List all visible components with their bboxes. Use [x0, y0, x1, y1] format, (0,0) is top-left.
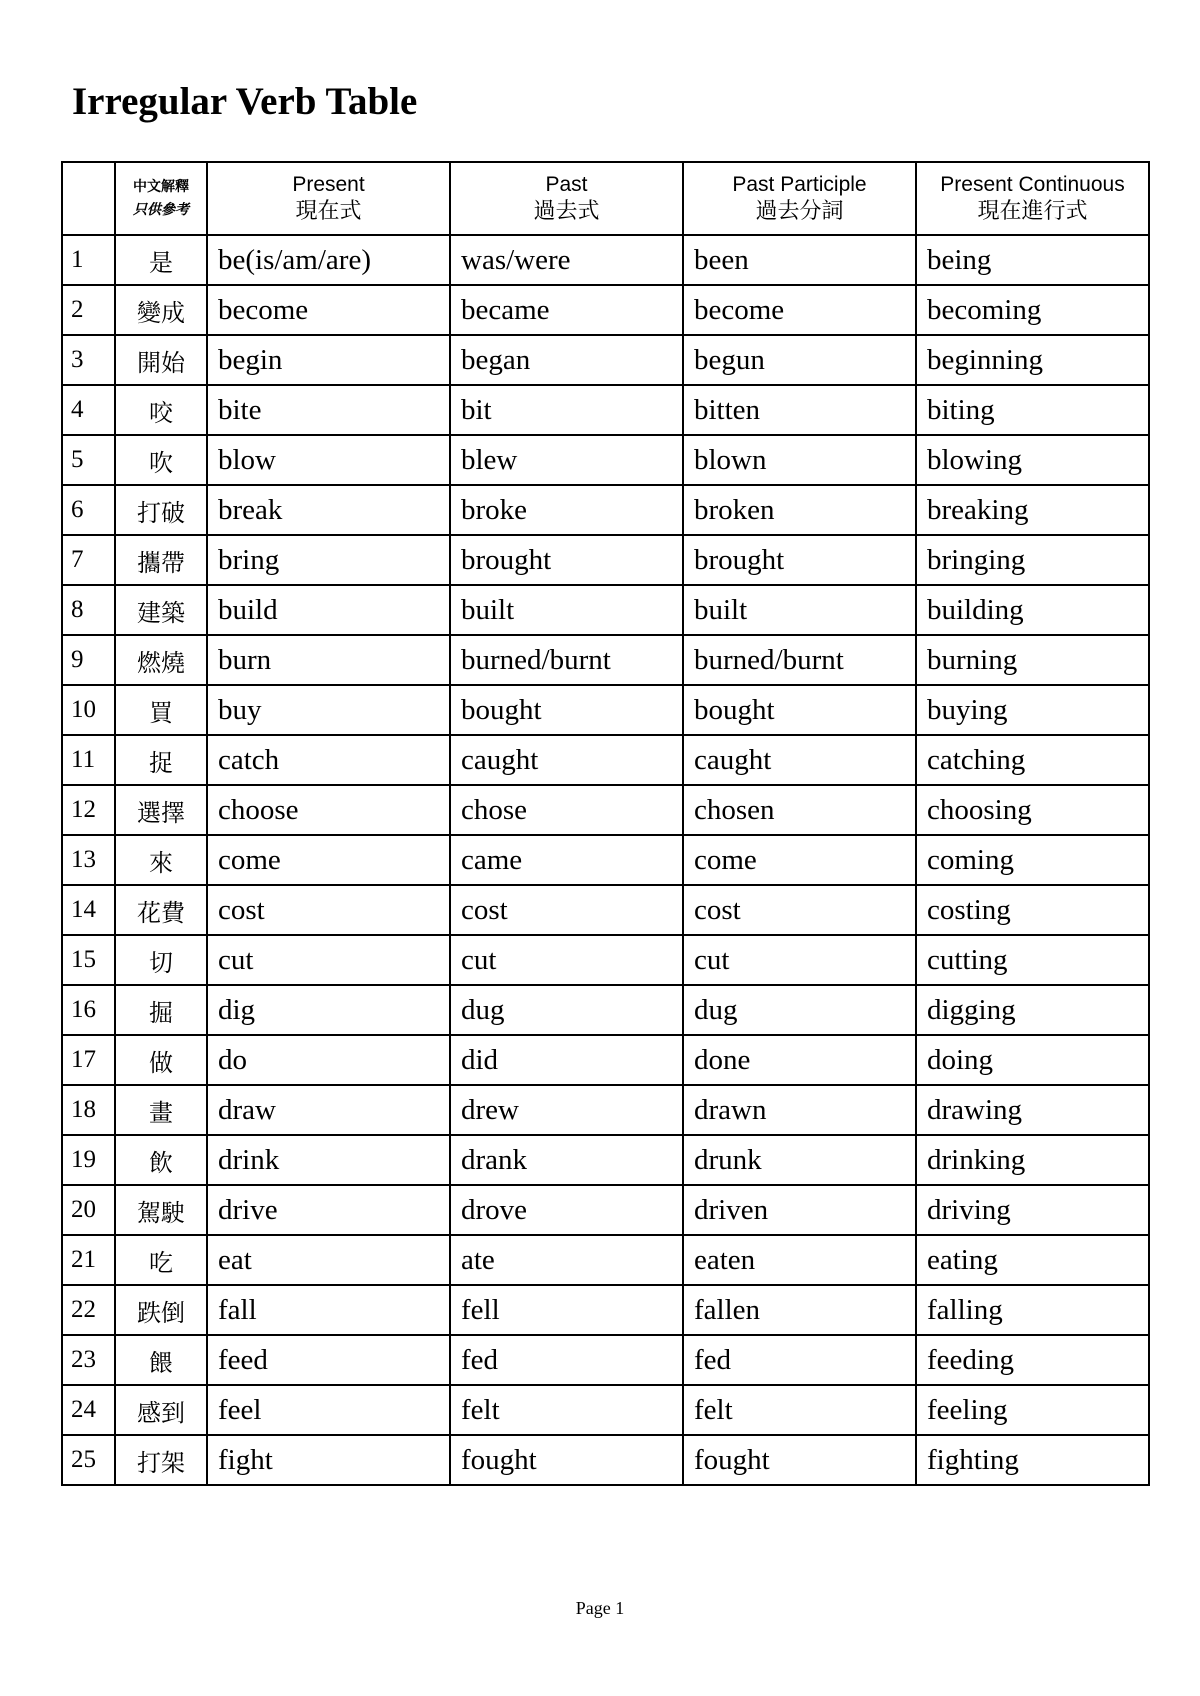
chinese-meaning: 花費	[115, 885, 207, 935]
present-continuous-form: choosing	[916, 785, 1149, 835]
present-continuous-form: cutting	[916, 935, 1149, 985]
past-participle-form: become	[683, 285, 916, 335]
past-form: fed	[450, 1335, 683, 1385]
past-form: brought	[450, 535, 683, 585]
past-form: cut	[450, 935, 683, 985]
table-row	[62, 1235, 1149, 1285]
row-number: 20	[62, 1185, 115, 1235]
row-number: 4	[62, 385, 115, 435]
present-form: drink	[207, 1135, 450, 1185]
present-form: eat	[207, 1235, 450, 1285]
chinese-meaning: 建築	[115, 585, 207, 635]
present-continuous-form: blowing	[916, 435, 1149, 485]
chinese-meaning: 做	[115, 1035, 207, 1085]
chinese-meaning: 燃燒	[115, 635, 207, 685]
row-number: 22	[62, 1285, 115, 1335]
table-row	[62, 935, 1149, 985]
header-present-en: Present	[292, 172, 365, 196]
row-number: 7	[62, 535, 115, 585]
past-participle-form: come	[683, 835, 916, 885]
present-continuous-form: becoming	[916, 285, 1149, 335]
past-participle-form: caught	[683, 735, 916, 785]
present-form: feel	[207, 1385, 450, 1435]
table-row	[62, 1385, 1149, 1435]
past-form: began	[450, 335, 683, 385]
row-number: 24	[62, 1385, 115, 1435]
row-number: 2	[62, 285, 115, 335]
past-form: blew	[450, 435, 683, 485]
row-number: 8	[62, 585, 115, 635]
past-form: was/were	[450, 235, 683, 285]
past-form: burned/burnt	[450, 635, 683, 685]
present-continuous-form: driving	[916, 1185, 1149, 1235]
present-continuous-form: beginning	[916, 335, 1149, 385]
present-continuous-form: feeling	[916, 1385, 1149, 1435]
present-form: burn	[207, 635, 450, 685]
present-form: build	[207, 585, 450, 635]
present-continuous-form: falling	[916, 1285, 1149, 1335]
past-form: did	[450, 1035, 683, 1085]
table-header-row	[62, 162, 1149, 235]
table-row	[62, 1085, 1149, 1135]
past-participle-form: bitten	[683, 385, 916, 435]
past-form: ate	[450, 1235, 683, 1285]
present-continuous-form: breaking	[916, 485, 1149, 535]
present-continuous-form: costing	[916, 885, 1149, 935]
row-number: 18	[62, 1085, 115, 1135]
past-participle-form: drawn	[683, 1085, 916, 1135]
chinese-meaning: 選擇	[115, 785, 207, 835]
row-number: 23	[62, 1335, 115, 1385]
chinese-meaning: 餵	[115, 1335, 207, 1385]
present-form: drive	[207, 1185, 450, 1235]
past-participle-form: begun	[683, 335, 916, 385]
present-form: begin	[207, 335, 450, 385]
header-number	[62, 162, 115, 235]
chinese-meaning: 吹	[115, 435, 207, 485]
header-present-zh: 現在式	[295, 198, 362, 224]
header-present-continuous-en: Present Continuous	[940, 172, 1125, 196]
table-row	[62, 435, 1149, 485]
row-number: 21	[62, 1235, 115, 1285]
past-form: fought	[450, 1435, 683, 1485]
chinese-meaning: 開始	[115, 335, 207, 385]
row-number: 11	[62, 735, 115, 785]
table-row	[62, 1285, 1149, 1335]
past-form: bit	[450, 385, 683, 435]
present-continuous-form: building	[916, 585, 1149, 635]
past-form: felt	[450, 1385, 683, 1435]
past-participle-form: fallen	[683, 1285, 916, 1335]
chinese-meaning: 咬	[115, 385, 207, 435]
present-continuous-form: being	[916, 235, 1149, 285]
past-form: dug	[450, 985, 683, 1035]
row-number: 10	[62, 685, 115, 735]
chinese-meaning: 跌倒	[115, 1285, 207, 1335]
table-row	[62, 535, 1149, 585]
present-form: draw	[207, 1085, 450, 1135]
header-past-participle-zh: 過去分詞	[755, 198, 844, 224]
present-continuous-form: drawing	[916, 1085, 1149, 1135]
header-present-continuous-zh: 現在進行式	[977, 198, 1088, 224]
past-form: chose	[450, 785, 683, 835]
table-row	[62, 735, 1149, 785]
chinese-meaning: 是	[115, 235, 207, 285]
row-number: 14	[62, 885, 115, 935]
present-continuous-form: digging	[916, 985, 1149, 1035]
past-participle-form: broken	[683, 485, 916, 535]
present-form: cut	[207, 935, 450, 985]
past-form: caught	[450, 735, 683, 785]
present-form: choose	[207, 785, 450, 835]
row-number: 3	[62, 335, 115, 385]
header-past	[450, 162, 683, 235]
table-row	[62, 1435, 1149, 1485]
past-participle-form: felt	[683, 1385, 916, 1435]
header-chinese-label: 中文解釋	[133, 179, 189, 196]
present-continuous-form: burning	[916, 635, 1149, 685]
table-row	[62, 1135, 1149, 1185]
present-form: do	[207, 1035, 450, 1085]
row-number: 17	[62, 1035, 115, 1085]
chinese-meaning: 吃	[115, 1235, 207, 1285]
past-participle-form: drunk	[683, 1135, 916, 1185]
table-row	[62, 235, 1149, 285]
present-continuous-form: coming	[916, 835, 1149, 885]
table-row	[62, 1335, 1149, 1385]
past-participle-form: blown	[683, 435, 916, 485]
chinese-meaning: 買	[115, 685, 207, 735]
past-participle-form: burned/burnt	[683, 635, 916, 685]
past-participle-form: fought	[683, 1435, 916, 1485]
header-present-continuous	[916, 162, 1149, 235]
present-continuous-form: fighting	[916, 1435, 1149, 1485]
present-continuous-form: feeding	[916, 1335, 1149, 1385]
table-row	[62, 285, 1149, 335]
present-form: catch	[207, 735, 450, 785]
table-row	[62, 635, 1149, 685]
chinese-meaning: 切	[115, 935, 207, 985]
chinese-meaning: 畫	[115, 1085, 207, 1135]
present-continuous-form: eating	[916, 1235, 1149, 1285]
row-number: 5	[62, 435, 115, 485]
past-participle-form: cut	[683, 935, 916, 985]
past-form: drew	[450, 1085, 683, 1135]
verb-table	[61, 161, 1150, 1486]
row-number: 16	[62, 985, 115, 1035]
row-number: 6	[62, 485, 115, 535]
present-form: fall	[207, 1285, 450, 1335]
table-row	[62, 985, 1149, 1035]
past-form: cost	[450, 885, 683, 935]
chinese-meaning: 捉	[115, 735, 207, 785]
chinese-meaning: 變成	[115, 285, 207, 335]
present-form: bite	[207, 385, 450, 435]
past-participle-form: brought	[683, 535, 916, 585]
chinese-meaning: 攜帶	[115, 535, 207, 585]
past-participle-form: been	[683, 235, 916, 285]
chinese-meaning: 感到	[115, 1385, 207, 1435]
past-participle-form: done	[683, 1035, 916, 1085]
past-participle-form: driven	[683, 1185, 916, 1235]
present-continuous-form: drinking	[916, 1135, 1149, 1185]
past-participle-form: eaten	[683, 1235, 916, 1285]
past-form: bought	[450, 685, 683, 735]
table-row	[62, 385, 1149, 435]
chinese-meaning: 來	[115, 835, 207, 885]
present-continuous-form: buying	[916, 685, 1149, 735]
present-form: blow	[207, 435, 450, 485]
page-title: Irregular Verb Table	[72, 80, 418, 123]
table-row	[62, 585, 1149, 635]
table-row	[62, 835, 1149, 885]
present-form: bring	[207, 535, 450, 585]
past-participle-form: chosen	[683, 785, 916, 835]
present-form: dig	[207, 985, 450, 1035]
past-form: became	[450, 285, 683, 335]
table-row	[62, 885, 1149, 935]
chinese-meaning: 打破	[115, 485, 207, 535]
present-form: feed	[207, 1335, 450, 1385]
past-participle-form: dug	[683, 985, 916, 1035]
chinese-meaning: 駕駛	[115, 1185, 207, 1235]
table-row	[62, 335, 1149, 385]
past-form: fell	[450, 1285, 683, 1335]
table-row	[62, 1185, 1149, 1235]
past-form: came	[450, 835, 683, 885]
present-continuous-form: doing	[916, 1035, 1149, 1085]
chinese-meaning: 掘	[115, 985, 207, 1035]
header-present	[207, 162, 450, 235]
present-form: buy	[207, 685, 450, 735]
row-number: 15	[62, 935, 115, 985]
header-chinese	[115, 162, 207, 235]
row-number: 13	[62, 835, 115, 885]
table-row	[62, 785, 1149, 835]
past-form: broke	[450, 485, 683, 535]
page-footer: Page 1	[575, 1598, 625, 1618]
present-form: cost	[207, 885, 450, 935]
chinese-meaning: 飲	[115, 1135, 207, 1185]
present-continuous-form: bringing	[916, 535, 1149, 585]
present-form: become	[207, 285, 450, 335]
present-continuous-form: catching	[916, 735, 1149, 785]
past-participle-form: cost	[683, 885, 916, 935]
verb-rows	[62, 235, 1149, 1485]
past-participle-form: built	[683, 585, 916, 635]
past-form: drank	[450, 1135, 683, 1185]
header-chinese-note: 只供參考	[133, 201, 189, 218]
header-past-participle	[683, 162, 916, 235]
present-form: fight	[207, 1435, 450, 1485]
row-number: 19	[62, 1135, 115, 1185]
present-form: be(is/am/are)	[207, 235, 450, 285]
table-row	[62, 685, 1149, 735]
row-number: 12	[62, 785, 115, 835]
past-form: built	[450, 585, 683, 635]
past-form: drove	[450, 1185, 683, 1235]
table-row	[62, 1035, 1149, 1085]
present-form: come	[207, 835, 450, 885]
header-past-participle-en: Past Participle	[732, 172, 867, 196]
present-continuous-form: biting	[916, 385, 1149, 435]
row-number: 9	[62, 635, 115, 685]
present-form: break	[207, 485, 450, 535]
table-row	[62, 485, 1149, 535]
row-number: 25	[62, 1435, 115, 1485]
past-participle-form: bought	[683, 685, 916, 735]
row-number: 1	[62, 235, 115, 285]
chinese-meaning: 打架	[115, 1435, 207, 1485]
header-past-en: Past	[545, 172, 588, 196]
past-participle-form: fed	[683, 1335, 916, 1385]
header-past-zh: 過去式	[533, 198, 600, 224]
